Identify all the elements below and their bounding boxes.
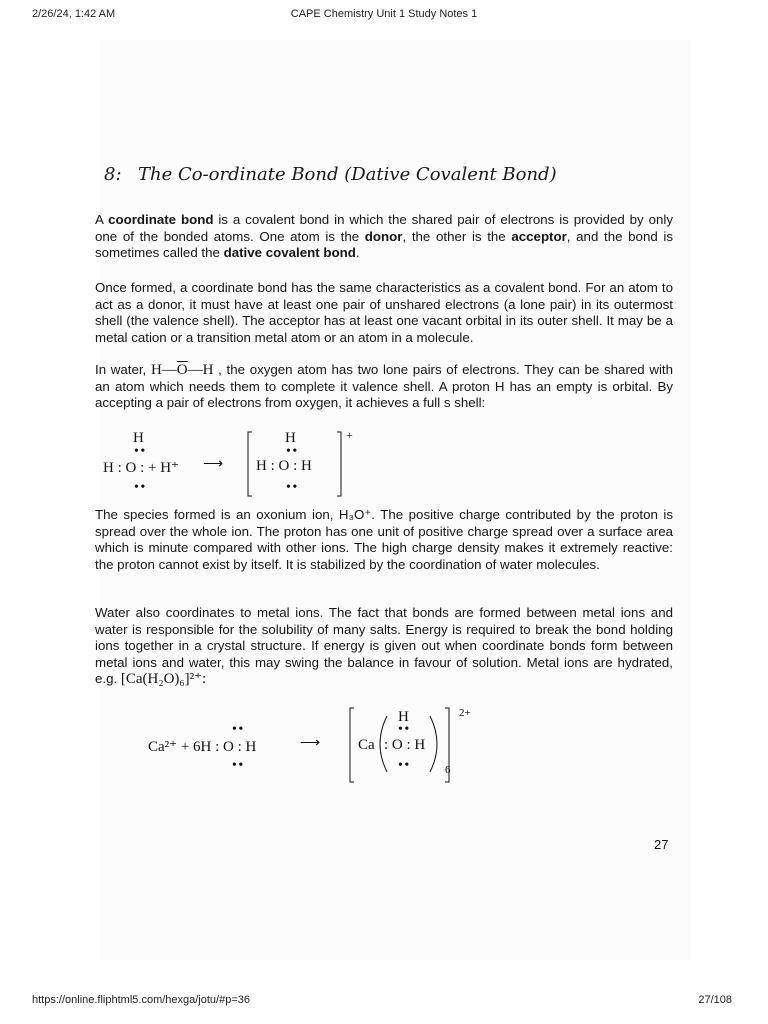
text: In water, (95, 362, 151, 377)
lone-pair-dots: • • (232, 722, 243, 737)
page-count: 27/108 (698, 994, 732, 1006)
eq1-charge: + (346, 428, 353, 442)
paragraph-oxonium: The species formed is an oxonium ion, H₃O⁺. The positive charge contributed by the proton is spread over the whole ion. The proton has one unit of positive charge spread over a surface area which is minute compared with other ions. The high charge density makes it extremely reactive: the proton cannot exist by itself. It is stabilized by the coordination of water molecules. (95, 507, 673, 572)
text: , the oxygen atom has two lone pairs of electrons. They can be shared with an atom which needs them to complete it valence shell. A proton H has an empty is orbital. By accepting a pair of electrons from oxygen, it achieves a full s shell: (95, 362, 673, 410)
lone-pair-dots: • • (134, 480, 145, 495)
eq2-inner: : O : H (384, 737, 426, 753)
eq2-charge: 2+ (459, 707, 471, 719)
lone-pair-dots: • • (398, 758, 409, 773)
eq2-left: Ca²⁺ + 6H : O : H (148, 739, 257, 755)
section-number: 8: (104, 164, 122, 185)
source-url: https://online.fliphtml5.com/hexga/jotu/#p=36 (32, 994, 250, 1006)
section-title: The Co-ordinate Bond (Dative Covalent Bond) (138, 164, 557, 185)
text: A (95, 212, 109, 227)
text: is a covalent bond in which the shared pair of electrons is provided by only one of the bonded atoms. One atom is the (95, 212, 673, 244)
formula-oxygen: $\overline{O}$ (176, 362, 188, 378)
lone-pair-dots: • • (232, 758, 243, 773)
formula-part: H— (150, 362, 177, 378)
lone-pair-dots: • • (286, 480, 297, 495)
term-coordinate-bond: coordinate bond (108, 212, 214, 227)
term-donor: donor (364, 228, 403, 244)
formula-part: —H (187, 362, 214, 378)
term-dative-covalent-bond: dative covalent bond (223, 245, 356, 260)
eq1-left: H : O : + H⁺ (103, 460, 179, 476)
eq1-right: H : O : H (256, 458, 312, 474)
eq2-inner-top-h: H (398, 709, 409, 725)
print-datetime: 2/26/24, 1:42 AM (32, 8, 116, 20)
lone-pair-dots: • • (286, 444, 297, 459)
text: . (355, 245, 360, 260)
document-title: CAPE Chemistry Unit 1 Study Notes 1 (290, 8, 478, 20)
hydrated-ion-formula: [Ca(H₂O)₆]²⁺: (120, 671, 207, 687)
paragraph-definition (95, 212, 673, 262)
text: Water also coordinates to metal ions. The fact that bonds are formed between metal ions and water is responsible for the solubility of many salts. Energy is required to break the bond holding ions together in a crystal structure. If energy is given out when coordinate bonds form between metal ions and water, this may swing the balance in favour of solution. Metal ions are hydrated, e.g. (95, 605, 673, 686)
paragraph-characteristics: Once formed, a coordinate bond has the same characteristics as a covalent bond. For an atom to act as a donor, it must have at least one pair of unshared electrons (a lone pair) in its outermost shell (the valence shell). The acceptor has at least one vacant orbital in its outer shell. It may be a metal cation or a transition metal atom or an atom in a molecule. (95, 280, 673, 345)
eq2-ca: Ca (358, 737, 375, 753)
eq2-subscript: 6 (445, 764, 451, 776)
eq2-arrow: ⟶ (300, 736, 321, 751)
eq1-arrow: ⟶ (203, 457, 224, 472)
section-heading (104, 164, 557, 185)
text: , and the bond is sometimes called the (95, 228, 673, 260)
paragraph-water (95, 362, 673, 412)
lone-pair-dots: • • (398, 722, 409, 737)
lone-pair-dots: • • (134, 444, 145, 459)
term-acceptor: acceptor (511, 228, 567, 244)
paragraph-metal-ions (95, 605, 673, 688)
eq1-top-h: H (133, 430, 144, 446)
eq1-right-top-h: H (285, 430, 296, 446)
page-number: 27 (654, 837, 669, 852)
water-formula (151, 362, 214, 378)
text: , the other is the (402, 228, 512, 244)
